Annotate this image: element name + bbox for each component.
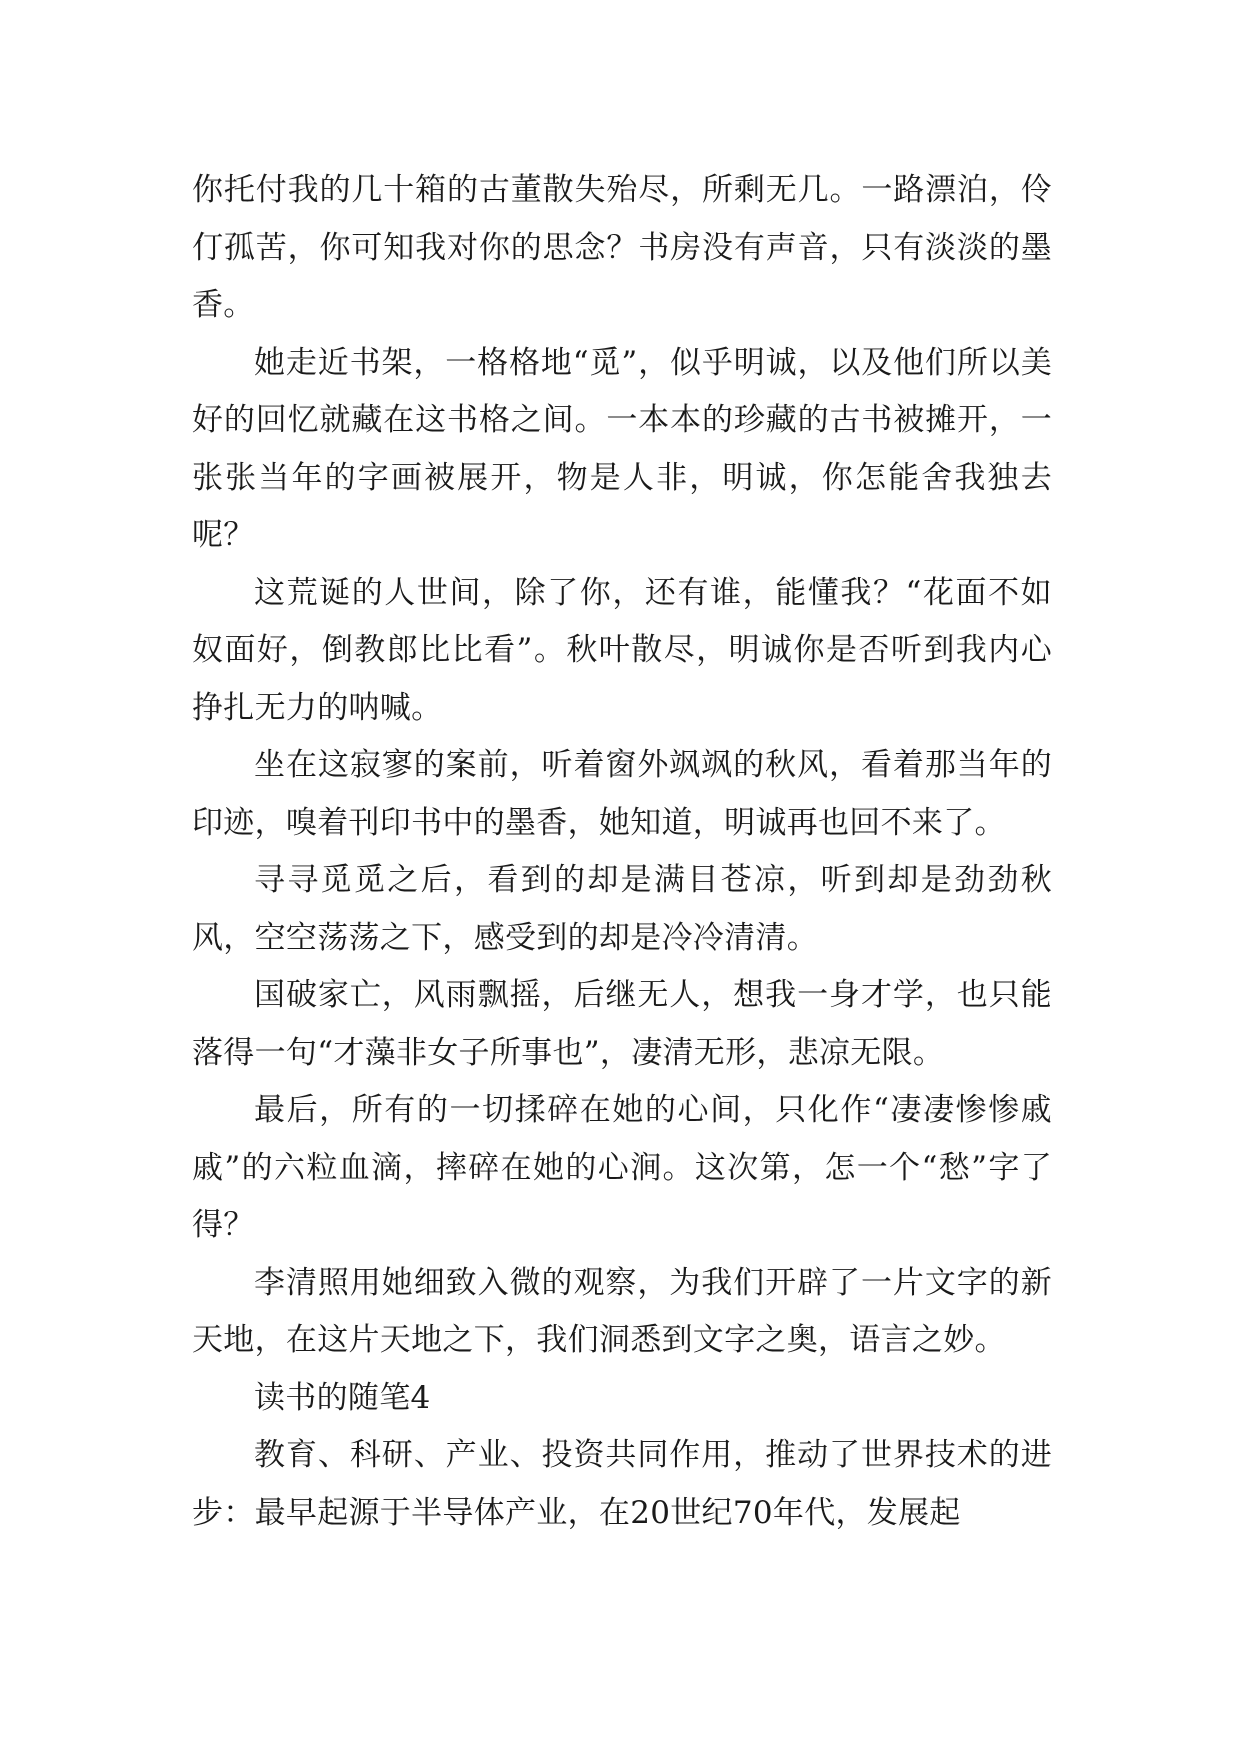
paragraph: 最后，所有的一切揉碎在她的心间，只化作“凄凄惨惨戚戚”的六粒血滴，摔碎在她的心涧。这次第，怎一个“愁”字了得？: [192, 1092, 1052, 1243]
paragraph: 寻寻觅觅之后，看到的却是满目苍凉，听到却是劲劲秋风，空空荡荡之下，感受到的却是冷冷清清。: [192, 862, 1052, 956]
paragraph: 教育、科研、产业、投资共同作用，推动了世界技术的进步：最早起源于半导体产业，在20世纪70年代，发展起: [192, 1437, 1052, 1531]
paragraph: 国破家亡，风雨飘摇，后继无人，想我一身才学，也只能落得一句“才藻非女子所事也”，凄清无形，悲凉无限。: [192, 977, 1052, 1071]
section-heading: 读书的随笔4: [254, 1379, 431, 1416]
paragraph: 坐在这寂寥的案前，听着窗外飒飒的秋风，看着那当年的印迹，嗅着刊印书中的墨香，她知道，明诚再也回不来了。: [192, 747, 1052, 841]
paragraph: 这荒诞的人世间，除了你，还有谁，能懂我？“花面不如奴面好，倒教郎比比看”。秋叶散尽，明诚你是否听到我内心挣扎无力的呐喊。: [192, 574, 1052, 726]
document-body: [192, 162, 1052, 1542]
paragraph: 她走近书架，一格格地“觅”，似乎明诚，以及他们所以美好的回忆就藏在这书格之间。一本本的珍藏的古书被摊开，一张张当年的字画被展开，物是人非，明诚，你怎能舍我独去呢？: [192, 344, 1052, 553]
paragraph: 你托付我的几十箱的古董散失殆尽，所剩无几。一路漂泊，伶仃孤苦，你可知我对你的思念？书房没有声音，只有淡淡的墨香。: [192, 172, 1052, 323]
paragraph: 李清照用她细致入微的观察，为我们开辟了一片文字的新天地，在这片天地之下，我们洞悉到文字之奥，语言之妙。: [192, 1264, 1052, 1358]
